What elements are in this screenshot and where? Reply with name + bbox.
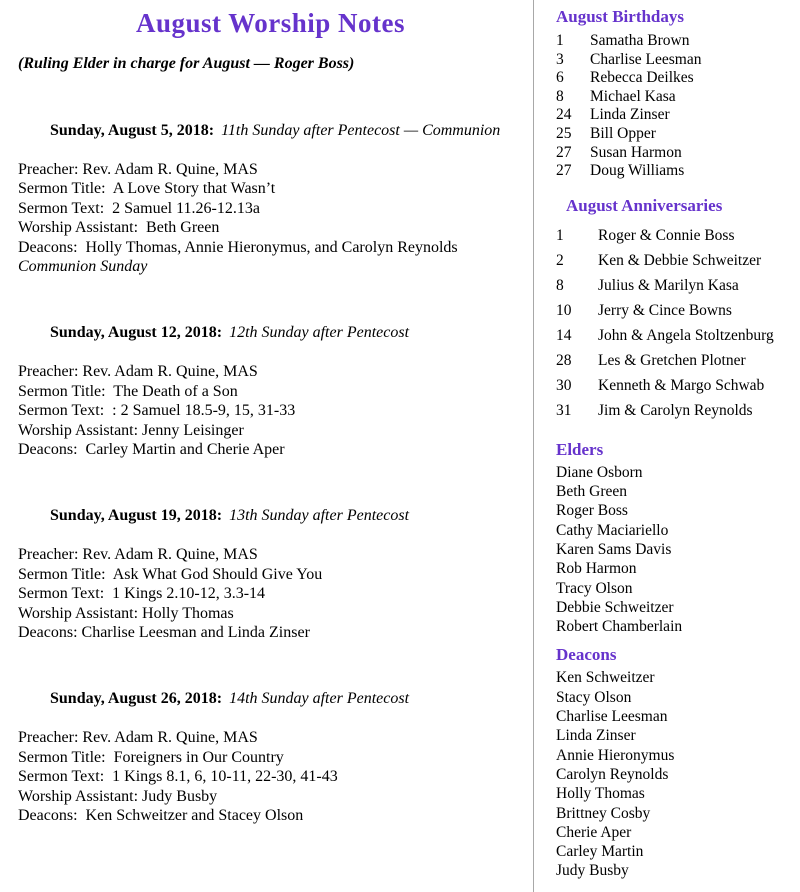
service-occasion: 14th Sunday after Pentecost <box>229 690 410 707</box>
service-date: Sunday, August 12, 2018: <box>50 324 223 341</box>
service-heading <box>18 487 523 546</box>
anniversary-day: 31 <box>556 401 572 419</box>
deacon-name: Charlise Leesman <box>556 708 668 726</box>
service-block-aug-26 <box>18 670 523 826</box>
ruling-elder-subtitle: (Ruling Elder in charge for August — Roger Boss) <box>18 55 355 72</box>
birthday-day: 27 <box>556 143 572 161</box>
elder-name: Diane Osborn <box>556 463 643 481</box>
service-date: Sunday, August 19, 2018: <box>50 507 223 524</box>
birthday-row <box>556 69 794 88</box>
lists-column <box>556 6 794 881</box>
service-preacher: Preacher: Rev. Adam R. Quine, MAS <box>18 546 258 563</box>
birthday-row <box>556 88 794 107</box>
service-sermon-text: Sermon Text: : 2 Samuel 18.5-9, 15, 31-33 <box>18 402 296 419</box>
service-heading <box>18 304 523 363</box>
anniversary-row <box>556 298 794 323</box>
anniversary-day: 14 <box>556 326 572 344</box>
anniversary-name: Ken & Debbie Schweitzer <box>598 251 762 269</box>
birthday-name: Samatha Brown <box>590 32 690 49</box>
anniversary-name: Les & Gretchen Plotner <box>598 351 746 369</box>
birthday-day: 24 <box>556 106 572 124</box>
anniversary-name: Jerry & Cince Bowns <box>598 301 732 319</box>
service-sermon-title: Sermon Title: The Death of a Son <box>18 382 238 400</box>
service-heading <box>18 101 523 160</box>
elders-section <box>556 439 794 637</box>
deacon-name: Holly Thomas <box>556 785 645 803</box>
service-date: Sunday, August 5, 2018: <box>50 121 215 139</box>
anniversary-row <box>556 398 794 423</box>
birthday-name: Bill Opper <box>590 124 656 142</box>
deacon-name: Carley Martin <box>556 843 644 861</box>
deacon-name: Annie Hieronymus <box>556 746 675 764</box>
elder-name: Roger Boss <box>556 502 628 520</box>
service-sermon-text: Sermon Text: 2 Samuel 11.26-12.13a <box>18 199 260 217</box>
anniversary-row <box>556 273 794 298</box>
anniversary-day: 10 <box>556 301 572 319</box>
service-sermon-text: Sermon Text: 1 Kings 2.10-12, 3.3-14 <box>18 585 266 602</box>
elder-name: Tracy Olson <box>556 579 633 597</box>
birthday-day: 6 <box>556 69 564 87</box>
service-occasion: 12th Sunday after Pentecost <box>229 324 410 341</box>
anniversary-name: John & Angela Stoltzenburg <box>598 326 774 344</box>
worship-notes-column <box>18 6 523 826</box>
elder-name: Rob Harmon <box>556 560 637 578</box>
birthday-day: 3 <box>556 50 564 68</box>
service-sermon-title: Sermon Title: A Love Story that Wasn’t <box>18 180 276 197</box>
service-deacons: Deacons: Carley Martin and Cherie Aper <box>18 441 285 458</box>
service-worship-assistant: Worship Assistant: Holly Thomas <box>18 604 234 622</box>
service-worship-assistant: Worship Assistant: Judy Busby <box>18 787 218 805</box>
birthday-row <box>556 106 794 125</box>
birthday-day: 8 <box>556 87 564 105</box>
deacons-list <box>556 668 794 880</box>
anniversary-day: 2 <box>556 251 564 269</box>
service-worship-assistant: Worship Assistant: Jenny Leisinger <box>18 421 244 439</box>
deacon-name: Carolyn Reynolds <box>556 765 669 783</box>
page-title: August Worship Notes <box>135 8 406 38</box>
service-date: Sunday, August 26, 2018: <box>50 690 223 707</box>
birthday-name: Doug Williams <box>590 162 685 180</box>
deacon-name: Brittney Cosby <box>556 804 651 822</box>
birthday-row <box>556 51 794 70</box>
service-deacons: Deacons: Charlise Leesman and Linda Zinser <box>18 624 310 641</box>
anniversary-day: 8 <box>556 276 564 294</box>
service-preacher: Preacher: Rev. Adam R. Quine, MAS <box>18 160 258 178</box>
birthday-name: Susan Harmon <box>590 143 682 161</box>
anniversary-row <box>556 323 794 348</box>
service-sermon-text: Sermon Text: 1 Kings 8.1, 6, 10-11, 22-30, 41-43 <box>18 768 338 785</box>
deacons-heading: Deacons <box>556 645 617 665</box>
birthday-name: Linda Zinser <box>590 106 670 124</box>
deacon-name: Linda Zinser <box>556 727 636 745</box>
service-occasion: 13th Sunday after Pentecost <box>229 507 410 524</box>
service-note: Communion Sunday <box>18 258 148 275</box>
birthday-day: 25 <box>556 124 572 142</box>
elder-name: Robert Chamberlain <box>556 618 683 636</box>
service-preacher: Preacher: Rev. Adam R. Quine, MAS <box>18 363 258 380</box>
deacon-name: Stacy Olson <box>556 688 632 706</box>
elders-list <box>556 463 794 637</box>
anniversaries-heading: August Anniversaries <box>566 195 723 215</box>
service-block-aug-5 <box>18 101 523 277</box>
service-block-aug-12 <box>18 304 523 460</box>
anniversary-day: 30 <box>556 376 572 394</box>
elder-name: Cathy Maciariello <box>556 521 669 539</box>
anniversary-row <box>556 373 794 398</box>
birthday-name: Rebecca Deilkes <box>590 69 694 87</box>
birthday-row <box>556 32 794 51</box>
elder-name: Beth Green <box>556 483 628 501</box>
anniversaries-section <box>556 195 794 423</box>
service-worship-assistant: Worship Assistant: Beth Green <box>18 219 220 236</box>
birthday-name: Charlise Leesman <box>590 50 702 68</box>
service-sermon-title: Sermon Title: Ask What God Should Give You <box>18 565 323 583</box>
birthday-name: Michael Kasa <box>590 87 676 105</box>
service-block-aug-19 <box>18 487 523 643</box>
deacon-name: Ken Schweitzer <box>556 669 655 687</box>
column-divider <box>533 0 534 892</box>
service-sermon-title: Sermon Title: Foreigners in Our Country <box>18 748 284 766</box>
deacon-name: Cherie Aper <box>556 823 632 841</box>
elder-name: Debbie Schweitzer <box>556 598 674 616</box>
birthday-row <box>556 162 794 181</box>
anniversary-day: 1 <box>556 226 564 244</box>
service-occasion: 11th Sunday after Pentecost — Communion <box>221 121 501 139</box>
birthdays-heading: August Birthdays <box>556 7 685 26</box>
anniversaries-list <box>556 223 794 423</box>
elders-heading: Elders <box>556 439 604 459</box>
anniversary-name: Roger & Connie Boss <box>598 226 735 244</box>
elder-name: Karen Sams Davis <box>556 540 672 558</box>
anniversary-name: Kenneth & Margo Schwab <box>598 376 765 394</box>
anniversary-row <box>556 223 794 248</box>
deacons-section <box>556 644 794 880</box>
birthday-day: 1 <box>556 32 564 49</box>
service-heading <box>18 670 523 729</box>
service-preacher: Preacher: Rev. Adam R. Quine, MAS <box>18 729 258 746</box>
birthdays-section <box>556 6 794 181</box>
service-deacons: Deacons: Ken Schweitzer and Stacey Olson <box>18 807 304 824</box>
birthdays-list <box>556 32 794 181</box>
birthday-day: 27 <box>556 162 572 180</box>
birthday-row <box>556 125 794 144</box>
anniversary-name: Julius & Marilyn Kasa <box>598 276 739 294</box>
anniversary-name: Jim & Carolyn Reynolds <box>598 401 753 419</box>
anniversary-row <box>556 248 794 273</box>
service-deacons: Deacons: Holly Thomas, Annie Hieronymus, and Carolyn Reynolds <box>18 238 458 256</box>
anniversary-day: 28 <box>556 351 572 369</box>
birthday-row <box>556 144 794 163</box>
deacon-name: Judy Busby <box>556 862 629 880</box>
anniversary-row <box>556 348 794 373</box>
